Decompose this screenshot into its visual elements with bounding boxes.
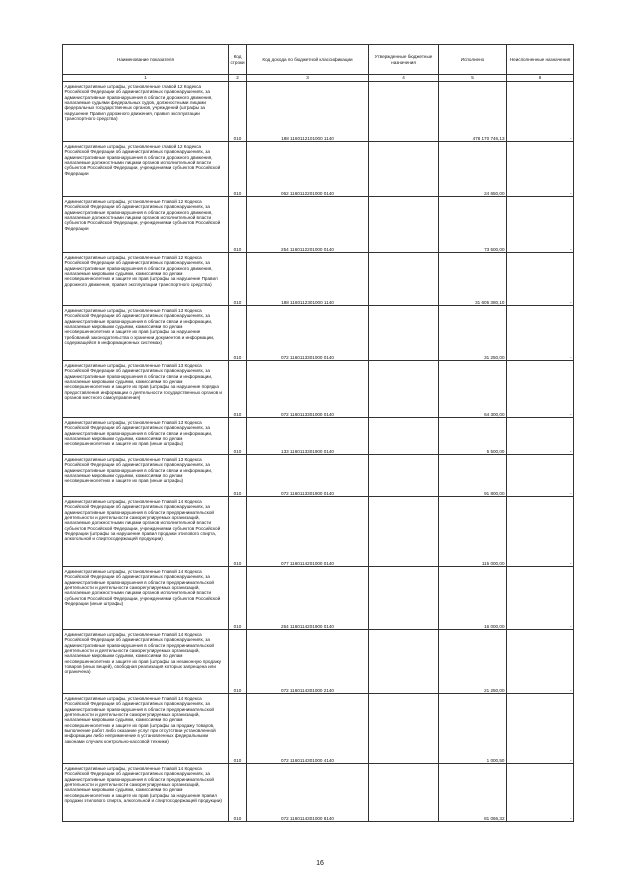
- row-unexecuted: -: [507, 197, 574, 253]
- row-name: Административные штрафы, установленные главой 12 Кодекса Российской Федерации об административных правонарушениях, за административные правонарушения в области дорожного движения, налагаемые судьями федеральных судов, должностными лицами федеральных государственных органов, учреждений (штрафы за нарушение Правил дорожного движения, правил эксплуатации транспортного средства): [63, 82, 229, 142]
- row-kbk: 072 1160113301000 0140: [247, 306, 369, 361]
- table-row: [63, 455, 574, 497]
- row-kbk: 062 1160112201000 0140: [247, 142, 369, 197]
- row-name: Административные штрафы, установленные Главой 13 Кодекса Российской Федерации об административных правонарушениях, за административные правонарушения в области связи и информации, налагаемые мировыми судьями, комиссиями по делам несовершеннолетних и защите их прав (иные штрафы): [63, 418, 229, 455]
- row-executed: 73 500,00: [439, 197, 507, 253]
- column-number: 5: [439, 75, 507, 82]
- row-code: 010: [229, 694, 247, 764]
- table-row: [63, 197, 574, 253]
- table-row: [63, 142, 574, 197]
- row-executed: 5 500,00: [439, 418, 507, 455]
- row-unexecuted: -: [507, 418, 574, 455]
- row-approved: [369, 361, 439, 418]
- column-number: 3: [247, 75, 369, 82]
- header-executed: Исполнено: [439, 45, 507, 75]
- row-code: 010: [229, 361, 247, 418]
- row-executed: 31 605 380,10: [439, 253, 507, 306]
- row-executed: 16 000,00: [439, 567, 507, 630]
- row-name: Административные штрафы, установленные Главой 13 Кодекса Российской Федерации об административных правонарушениях, за административные правонарушения в области связи и информации, налагаемые мировыми судьями, комиссиями по делам несовершеннолетних и защите их прав (иные штрафы): [63, 455, 229, 497]
- header-code: Код строки: [229, 45, 247, 75]
- row-executed: 64 300,00: [439, 361, 507, 418]
- table-row: [63, 567, 574, 630]
- row-name: Административные штрафы, установленные Главой 14 Кодекса Российской Федерации об административных правонарушениях, за административные правонарушения в области предпринимательской деятельности и деятельности саморегулируемых организаций, налагаемые мировыми судьями, комиссиями по делам несовершеннолетних и защите их прав (штрафы за незаконную продажу товаров (иных вещей), свободная реализация которых запрещена или ограничена): [63, 630, 229, 694]
- row-unexecuted: -: [507, 694, 574, 764]
- row-code: 010: [229, 418, 247, 455]
- row-name: Административные штрафы, установленные Главой 13 Кодекса Российской Федерации об административных правонарушениях, за административные правонарушения в области связи и информации, налагаемые мировыми судьями, комиссиями по делам несовершеннолетних и защите их прав (штрафы за нарушение порядка предоставления информации о деятельности государственных органов и органов местного самоуправления): [63, 361, 229, 418]
- row-executed: 81 066,32: [439, 764, 507, 822]
- row-unexecuted: -: [507, 497, 574, 567]
- row-unexecuted: -: [507, 361, 574, 418]
- row-kbk: 072 1160113301900 0140: [247, 455, 369, 497]
- row-code: 010: [229, 567, 247, 630]
- row-approved: [369, 630, 439, 694]
- row-name: Административные штрафы, установленные Главой 14 Кодекса Российской Федерации об административных правонарушениях, за административные правонарушения в области предпринимательской деятельности и деятельности саморегулируемых организаций, налагаемые мировыми судьями, комиссиями по делам несовершеннолетних и защите их прав (штрафы за продажу товаров, выполнение работ либо оказание услуг при отсутствии установленной информации либо неприменение в установленных федеральными законами случаях контрольно-кассовой техники): [63, 694, 229, 764]
- row-kbk: 188 1160112301000 1140: [247, 253, 369, 306]
- row-unexecuted: -: [507, 630, 574, 694]
- row-approved: [369, 197, 439, 253]
- row-name: Административные штрафы, установленные Главой 14 Кодекса Российской Федерации об административных правонарушениях, за административные правонарушения в области предпринимательской деятельности и деятельности саморегулируемых организаций, налагаемые мировыми судьями, комиссиями по делам несовершеннолетних и защите их прав (штрафы за нарушение правил продажи этилового спирта, алкогольной и спиртосодержащей продукции): [63, 764, 229, 822]
- row-approved: [369, 253, 439, 306]
- row-code: 010: [229, 82, 247, 142]
- row-name: Административные штрафы, установленные Главой 14 Кодекса Российской Федерации об административных правонарушениях, за административные правонарушения в области предпринимательской деятельности и деятельности саморегулируемых организаций, налагаемые должностными лицами органов исполнительной власти субъектов Российской Федерации, учреждениями субъектов Российской Федерации (иные штрафы): [63, 567, 229, 630]
- row-kbk: 072 1160114301000 8140: [247, 764, 369, 822]
- row-executed: 91 800,00: [439, 455, 507, 497]
- row-name: Административные штрафы, установленные Главой 13 Кодекса Российской Федерации об административных правонарушениях, за административные правонарушения в области связи и информации, налагаемые мировыми судьями, комиссиями по делам несовершеннолетних и защите их прав (штрафы за нарушение требований законодательства о хранении документов и информации, содержащейся в информационных системах): [63, 306, 229, 361]
- row-executed: 31 250,00: [439, 306, 507, 361]
- row-kbk: 188 1160112101000 1140: [247, 82, 369, 142]
- row-approved: [369, 567, 439, 630]
- row-approved: [369, 142, 439, 197]
- table-row: [63, 694, 574, 764]
- row-code: 010: [229, 764, 247, 822]
- row-executed: 478 170 746,13: [439, 82, 507, 142]
- row-code: 010: [229, 253, 247, 306]
- row-code: 010: [229, 306, 247, 361]
- row-approved: [369, 455, 439, 497]
- row-approved: [369, 418, 439, 455]
- row-approved: [369, 764, 439, 822]
- row-kbk: 072 1160114301000 4140: [247, 694, 369, 764]
- row-name: Административные штрафы, установленные Главой 12 Кодекса Российской Федерации об административных правонарушениях, за административные правонарушения в области дорожного движения, налагаемые должностными лицами органов исполнительной власти субъектов Российской Федерации, учреждениями субъектов Российской Федерации: [63, 197, 229, 253]
- table-row: [63, 253, 574, 306]
- row-approved: [369, 694, 439, 764]
- header-unexecuted: Неисполненные назначения: [507, 45, 574, 75]
- row-approved: [369, 497, 439, 567]
- row-unexecuted: -: [507, 764, 574, 822]
- table-row: [63, 82, 574, 142]
- header-kbk: Код дохода по бюджетной классификации: [247, 45, 369, 75]
- row-kbk: 133 1160113301900 0140: [247, 418, 369, 455]
- row-unexecuted: -: [507, 253, 574, 306]
- row-executed: 21 250,00: [439, 630, 507, 694]
- column-number: 1: [63, 75, 229, 82]
- header-approved: Утвержденные бюджетные назначения: [369, 45, 439, 75]
- row-kbk: 254 1160114201900 0140: [247, 567, 369, 630]
- row-name: Административные штрафы, установленные Главой 14 Кодекса Российской Федерации об административных правонарушениях, за административные правонарушения в области предпринимательской деятельности и деятельности саморегулируемых организаций, налагаемые должностными лицами органов исполнительной власти субъектов Российской Федерации, учреждениями субъектов Российской Федерации (штрафы за нарушение правил продажи этилового спирта, алкогольной и спиртосодержащей продукции): [63, 497, 229, 567]
- row-executed: 1 000,50: [439, 694, 507, 764]
- table-row: [63, 418, 574, 455]
- row-name: Административные штрафы, установленные главой 12 Кодекса Российской Федерации об административных правонарушениях, за административные правонарушения в области дорожного движения, налагаемые должностными лицами органов исполнительной власти субъектов Российской Федерации, учреждениями субъектов Российской Федерации: [63, 142, 229, 197]
- report-table: [62, 44, 574, 822]
- row-kbk: 072 1160114301000 2140: [247, 630, 369, 694]
- row-executed: 115 000,00: [439, 497, 507, 567]
- row-unexecuted: -: [507, 567, 574, 630]
- row-executed: 24 650,00: [439, 142, 507, 197]
- row-kbk: 077 1160114201000 0140: [247, 497, 369, 567]
- row-kbk: 072 1160113301000 0140: [247, 361, 369, 418]
- column-number: 6: [507, 75, 574, 82]
- table-row: [63, 497, 574, 567]
- row-code: 010: [229, 630, 247, 694]
- column-number-row: [63, 75, 574, 82]
- table-row: [63, 361, 574, 418]
- row-code: 010: [229, 455, 247, 497]
- header-name: Наименование показателя: [63, 45, 229, 75]
- row-code: 010: [229, 497, 247, 567]
- table-row: [63, 630, 574, 694]
- row-unexecuted: -: [507, 306, 574, 361]
- row-approved: [369, 306, 439, 361]
- page-number: 16: [316, 860, 324, 867]
- row-name: Административные штрафы, установленные Главой 12 Кодекса Российской Федерации об административных правонарушениях, за административные правонарушения в области дорожного движения, налагаемые мировыми судьями, комиссиями по делам несовершеннолетних и защите их прав (штрафы за нарушение Правил дорожного движения, правил эксплуатации транспортного средства): [63, 253, 229, 306]
- row-code: 010: [229, 197, 247, 253]
- row-kbk: 254 1160112201000 0140: [247, 197, 369, 253]
- row-unexecuted: -: [507, 142, 574, 197]
- column-number: 4: [369, 75, 439, 82]
- row-approved: [369, 82, 439, 142]
- row-code: 010: [229, 142, 247, 197]
- row-unexecuted: -: [507, 82, 574, 142]
- header-row: [63, 45, 574, 75]
- row-unexecuted: -: [507, 455, 574, 497]
- column-number: 2: [229, 75, 247, 82]
- table-row: [63, 306, 574, 361]
- table-row: [63, 764, 574, 822]
